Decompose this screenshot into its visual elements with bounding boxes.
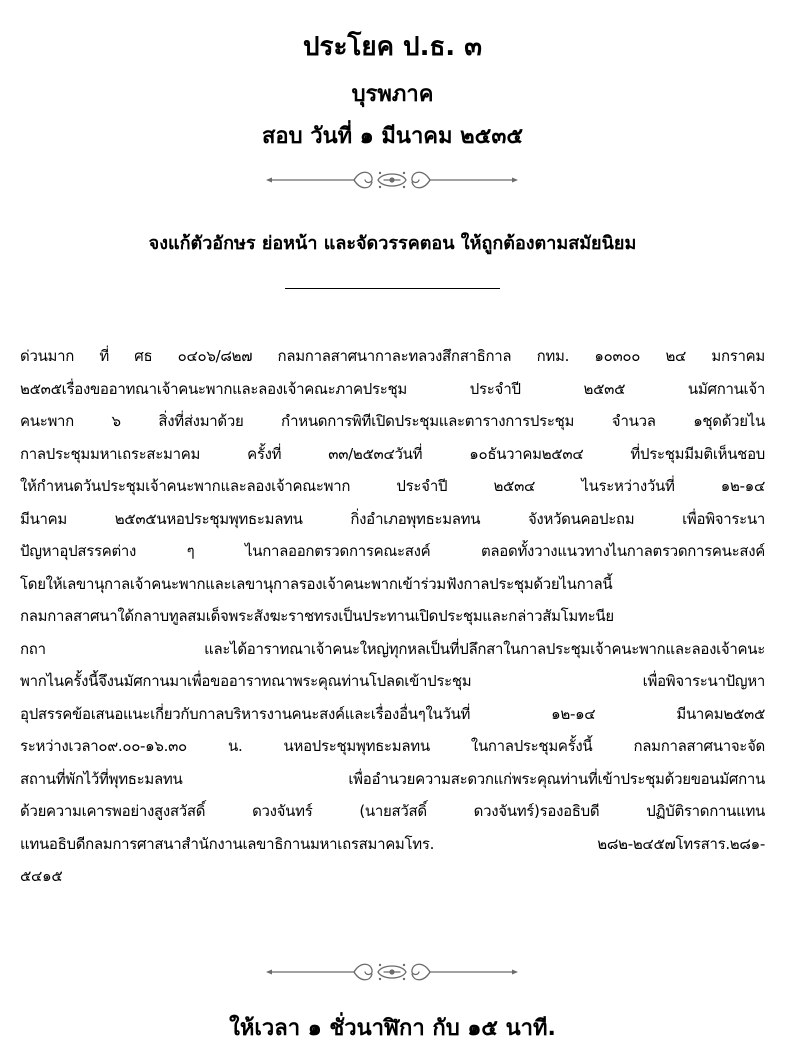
passage-line: โดยให้เลขานุกาลเจ้าคนะพากและเลขานุกาลรองเจ้าคนะพากเข้าร่วมฟังกาลประชุมด้วยไนกาลนี้ [20, 574, 613, 593]
passage-line: สถานที่พักไว้ที่พุทธะมลทน เพื่ออำนวยความสะดวกแก่พระคุณท่านที่เข้าประชุมด้วยขอนมัศกาน [20, 769, 765, 788]
exam-date: สอบ วันที่ ๑ มีนาคม ๒๕๓๕ [261, 124, 524, 149]
passage-line: ด่วนมาก ที่ ศธ ๐๔๐๖/๘๒๗ กลมกาลสาศนากาละทลวงสึกสาธิกาล กทม. ๑๐๓๐๐ ๒๔ มกราคม [20, 347, 765, 365]
passage-line: พากไนครั้งนี้จึงนมัศกานมาเพื่อขออาราทณาพระคุณท่านโปลดเข้าประชุม เพื่อพิจาระนาปัญหา [20, 672, 765, 690]
exam-title: ประโยค ป.ธ. ๓ [302, 32, 483, 62]
divider-line [285, 288, 500, 289]
time-allowed: ให้เวลา ๑ ชั่วนาฬิกา กับ ๑๕ นาที. [229, 1016, 556, 1041]
passage-line: แทนอธิบดีกลมการศาสนาสำนักงานเลขาธิกานมหาเถรสมาคมโทร. ๒๘๒-๒๔๕๗โทรสาร.๒๘๑- [20, 834, 765, 853]
passage-line: ระหว่างเวลา๐๙.๐๐-๑๖.๓๐ น. นหอประชุมพุทธะมลทน ในกาลประชุมครั้งนี้ กลมกาลสาศนาจะจัด [20, 737, 765, 755]
passage-line: ด้วยความเคารพอย่างสูงสวัสดิ์ ดวงจันทร์ (นายสวัสดิ์ ดวงจันทร์)รองอธิบดี ปฏิบัติราดกานแทน [20, 802, 765, 820]
passage-line: อุปสรรคข้อเสนอแนะเกี่ยวกับกาลบริหารงานคนะสงค์และเรื่องอื่นๆในวันที่ ๑๒-๑๔ มีนาคม๒๕๓๕ [20, 704, 765, 723]
passage-line: กลมกาลสาศนาใด้กลาบทูลสมเด็จพระสังฆะราชทรงเป็นประทานเปิดประชุมและกล่าวสัมโมทะนีย [20, 607, 614, 625]
passage-line: กาลประชุมมหาเถระสะมาคม ครั้งที่ ๓๓/๒๕๓๔วันที่ ๑๐ธันวาคม๒๕๓๔ ที่ประชุมมีมติเห็นชอบ [20, 444, 765, 463]
exam-subtitle: บุรพภาค [351, 82, 434, 107]
passage-line: ๕๔๑๕ [20, 867, 63, 885]
passage-line: ปัญหาอุปสรรคต่าง ๆ ไนกาลออกตรวดการคณะสงค์ ตลอดทั้งวางแนวทางไนกาลตรวดการคนะสงค์ [20, 542, 765, 560]
exam-passage [20, 340, 765, 893]
passage-line: ๒๕๓๕เรื่องขออาทณาเจ้าคนะพากและลองเจ้าคณะภาคประชุม ประจำปี ๒๕๓๕ นมัศกานเจ้า [20, 379, 765, 398]
instruction-text: จงแก้ตัวอักษร ย่อหน้า และจัดวรรคตอน ให้ถูกต้องตามสมัยนิยม [148, 233, 637, 254]
ornament-divider-icon [262, 960, 522, 984]
passage-line: มีนาคม ๒๕๓๕นหอประชุมพุทธะมลทน กิ่งอำเภอพุทธะมลทน จังหวัดนคอปะถม เพื่อพิจาระนา [20, 509, 765, 528]
passage-line: กถา และได้อาราทณาเจ้าคนะใหญ่ทุกหลเป็นที่ปลึกสาในกาลประชุมเจ้าคนะพากและลองเจ้าคนะ [20, 639, 765, 658]
passage-line: ให้กำหนดวันประชุมเจ้าคนะพากและลองเจ้าคณะพาก ประจำปี ๒๕๓๔ ไนระหว่างวันที่ ๑๒-๑๔ [20, 477, 765, 495]
passage-line: คนะพาก ๖ สิ่งที่ส่งมาด้วย กำหนดการพิทีเปิดประชุมและตารางการประชุม จำนวล ๑ชุดด้วยไน [20, 412, 765, 430]
ornament-divider-icon [262, 168, 522, 192]
